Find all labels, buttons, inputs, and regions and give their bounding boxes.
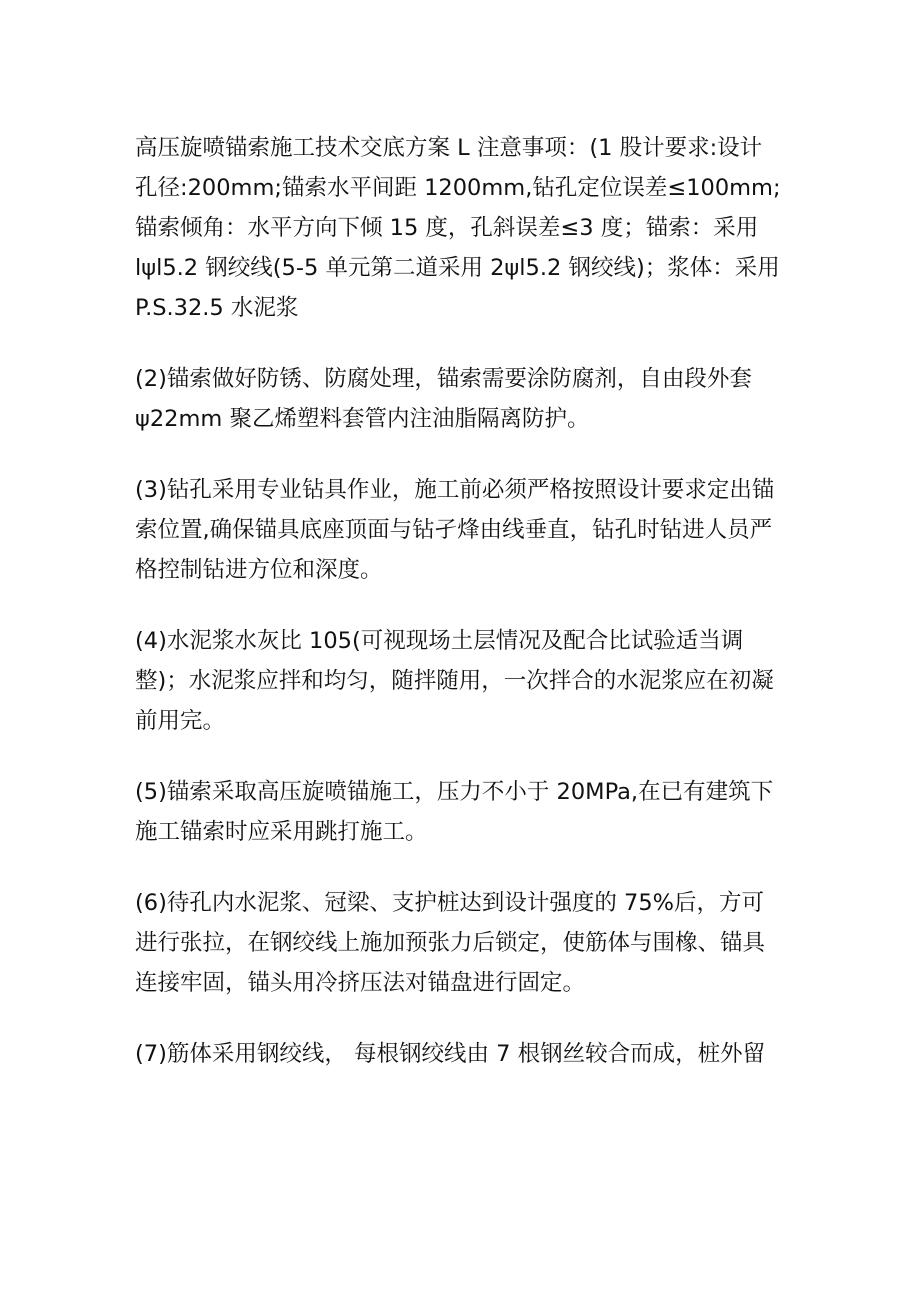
paragraph-5 — [135, 772, 800, 852]
paragraph-line: 格控制钻进方位和深度。 — [135, 557, 383, 583]
document-body — [135, 128, 800, 1105]
paragraph-line: 锚索倾角：水平方向下倾 15 度，孔斜误差≤3 度；锚索：采用 — [135, 215, 759, 241]
paragraph-line: 施工锚索时应采用跳打施工。 — [135, 819, 428, 845]
paragraph-line: 连接牢固，锚头用冷挤压法对锚盘进行固定。 — [135, 970, 586, 996]
paragraph-line: ψ22mm 聚乙烯塑料套管内注油脂隔离防护。 — [135, 406, 590, 432]
paragraph-6 — [135, 883, 800, 1003]
paragraph-7 — [135, 1034, 800, 1074]
paragraph-line: 整)；水泥浆应拌和均匀，随拌随用，一次拌合的水泥浆应在初凝 — [135, 668, 774, 694]
paragraph-line: 前用完。 — [135, 708, 226, 734]
paragraph-line: P.S.32.5 水泥浆 — [135, 295, 299, 321]
paragraph-line: (3)钻孔采用专业钻具作业，施工前必须严格按照设计要求定出锚 — [135, 477, 775, 503]
paragraph-3 — [135, 470, 800, 590]
paragraph-line: (2)锚索做好防锈、防腐处理，锚索需要涂防腐剂，自由段外套 — [135, 366, 752, 392]
paragraph-line: (5)锚索采取高压旋喷锚施工，压力不小于 20MPa,在已有建筑下 — [135, 779, 774, 805]
paragraph-line: 索位置,确保锚具底座顶面与钻孑烽由线垂直，钻孔时钻进人员严 — [135, 517, 773, 543]
paragraph-line: (6)待孔内水泥浆、冠梁、支护桩达到设计强度的 75%后，方可 — [135, 890, 765, 916]
paragraph-4 — [135, 621, 800, 741]
paragraph-line: (4)水泥浆水灰比 105(可视现场土层情况及配合比试验适当调 — [135, 628, 744, 654]
paragraph-2 — [135, 359, 800, 439]
paragraph-1 — [135, 128, 800, 328]
paragraph-line: lψl5.2 钢绞线(5-5 单元第二道采用 2ψl5.2 钢绞线)；浆体：采用 — [135, 255, 780, 281]
paragraph-line: 进行张拉，在钢绞线上施加预张力后锁定，使筋体与围橡、锚具 — [135, 930, 766, 956]
paragraph-line: 孔径:200mm;锚索水平间距 1200mm,钻孔定位误差≤100mm; — [135, 175, 781, 201]
paragraph-line: 高压旋喷锚索施工技术交底方案 L 注意事项：(1 股计要求:设计 — [135, 135, 763, 161]
paragraph-line: (7)筋体采用钢绞线， 每根钢绞线由 7 根钢丝较合而成，桩外留 — [135, 1041, 766, 1067]
